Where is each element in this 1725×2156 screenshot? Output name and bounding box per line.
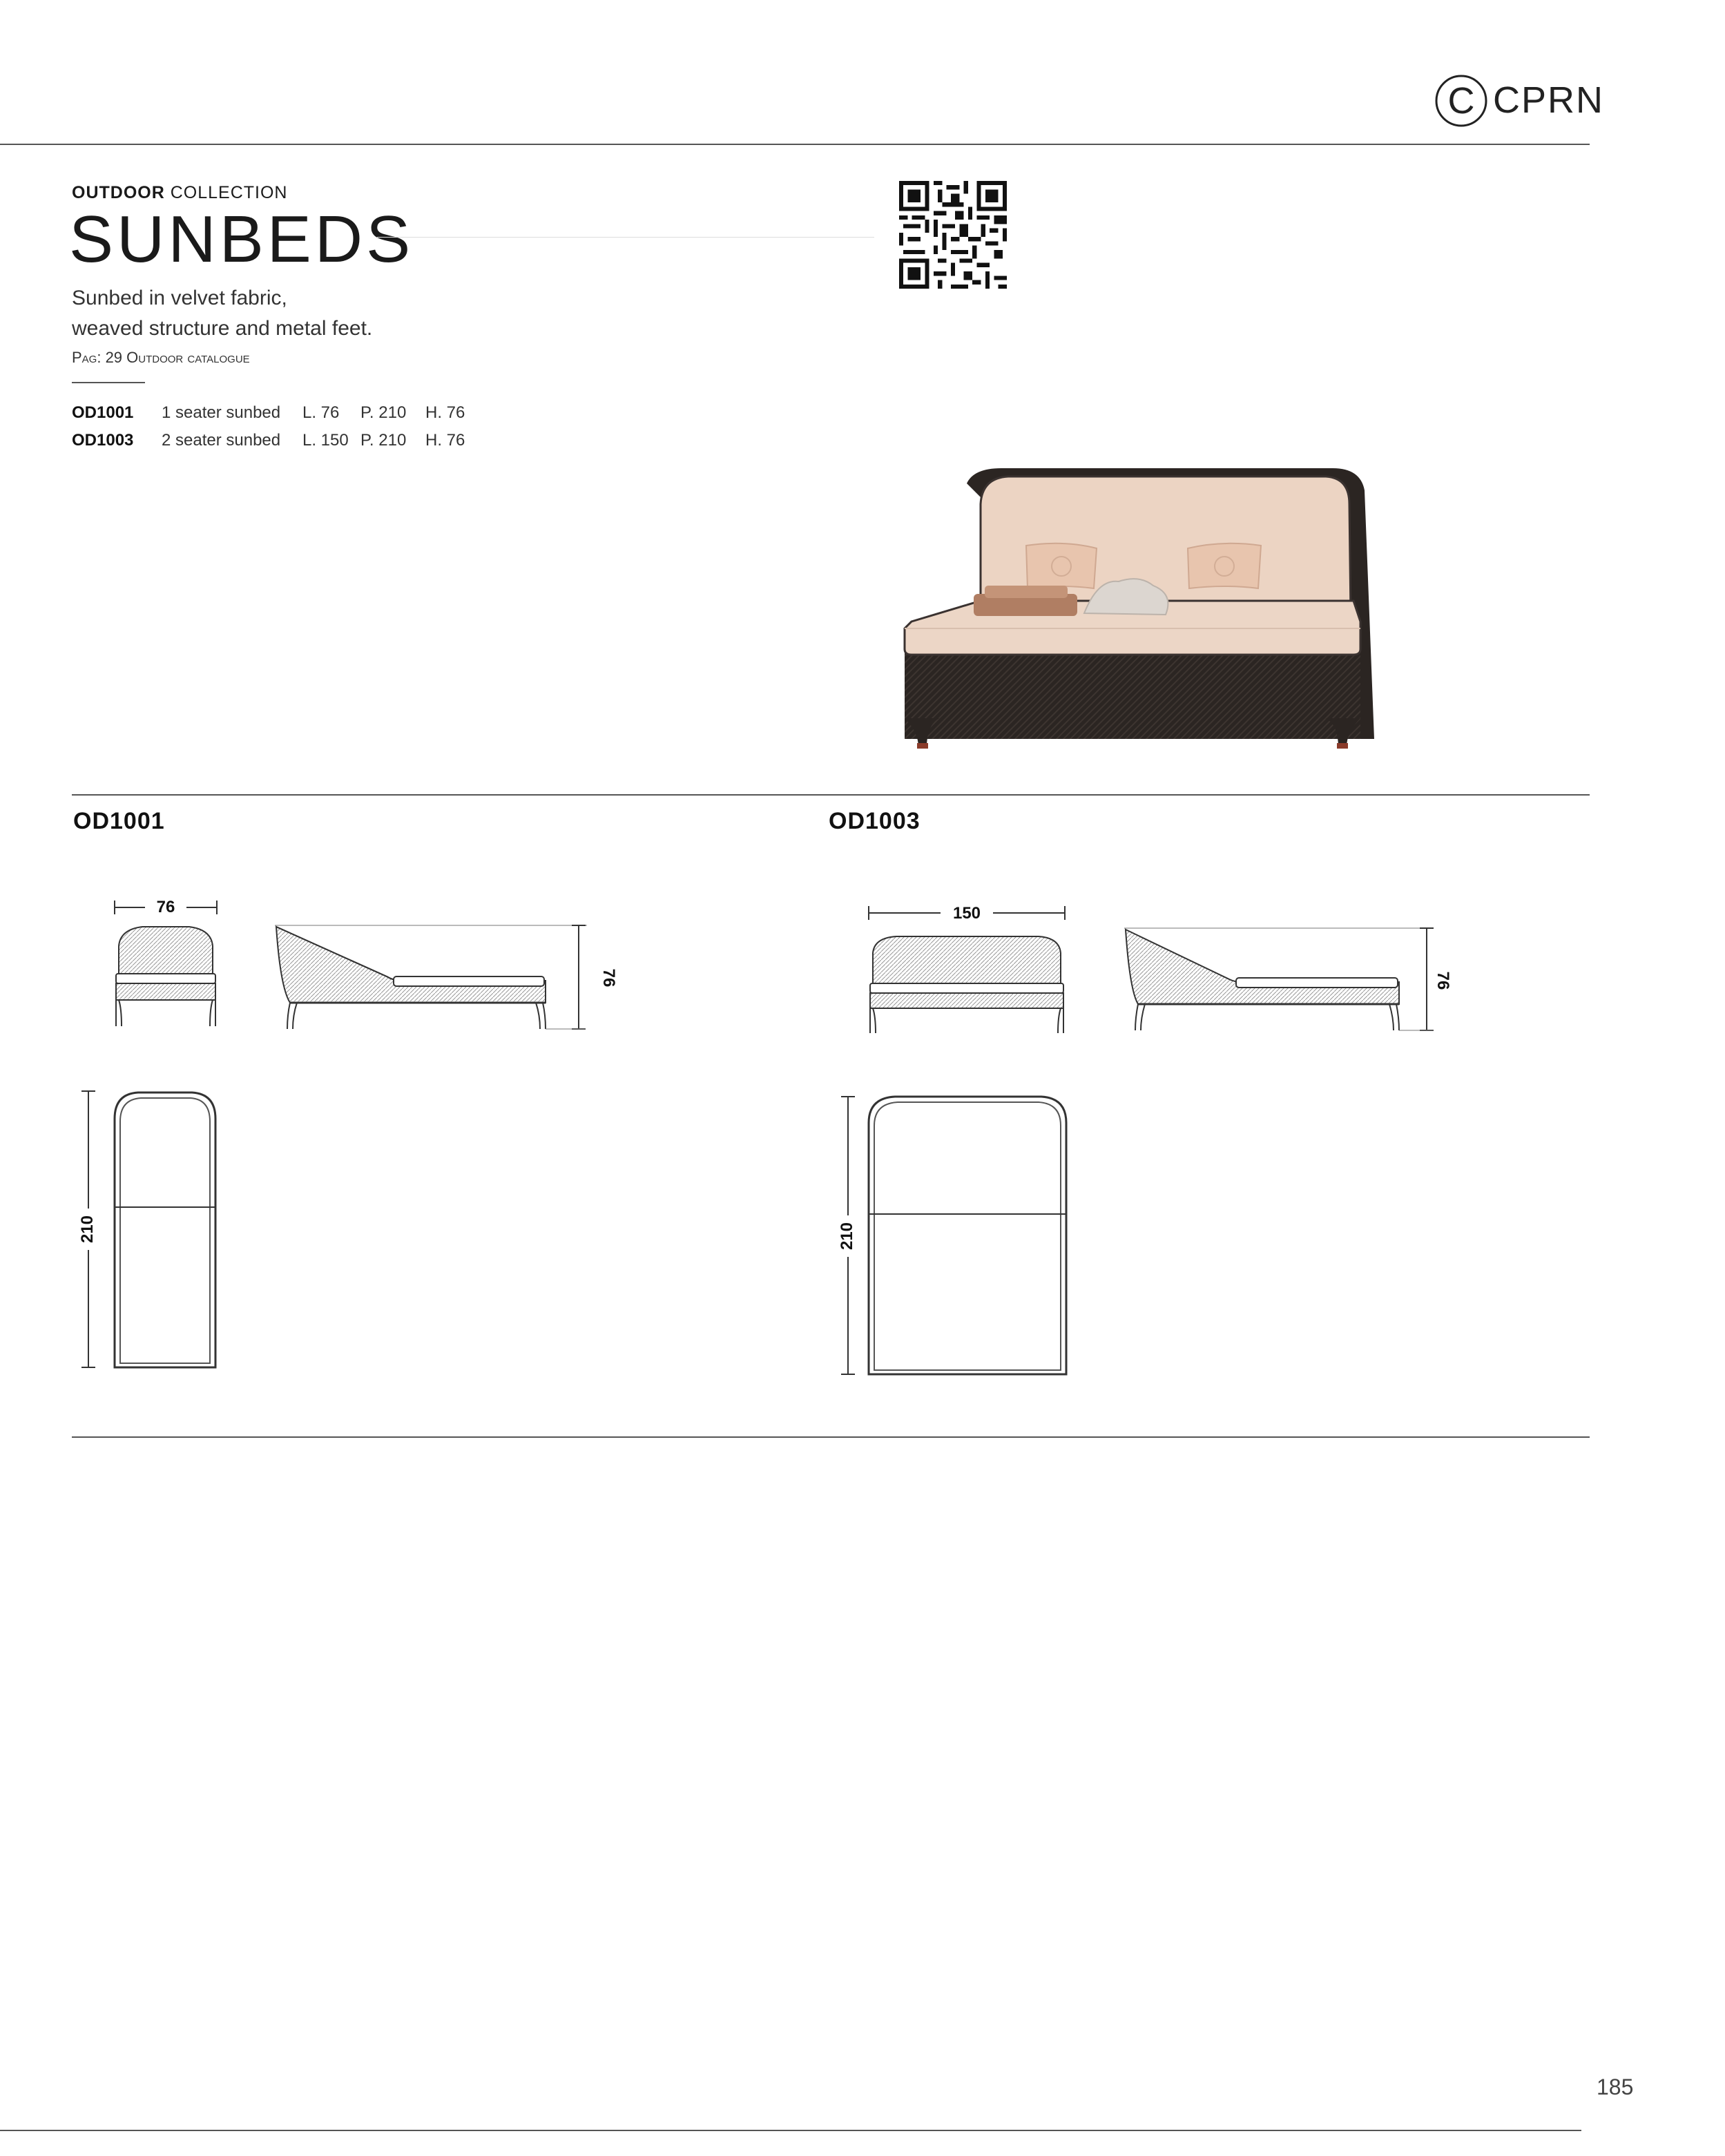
spec-name: 2 seater sunbed bbox=[162, 431, 281, 450]
qr-code-icon[interactable] bbox=[899, 181, 1007, 289]
od1001-width-dim: 76 bbox=[156, 898, 175, 916]
od1001-top-view bbox=[69, 1084, 228, 1374]
od1003-front-view bbox=[856, 898, 1077, 1043]
spec-name: 1 seater sunbed bbox=[162, 403, 281, 422]
spec-depth: P. 210 bbox=[360, 431, 407, 450]
spec-height: H. 76 bbox=[425, 431, 465, 450]
spec-table bbox=[72, 399, 465, 454]
catalogue-reference: Pag: 29 Outdoor catalogue bbox=[72, 349, 250, 366]
spec-code: OD1003 bbox=[72, 431, 134, 450]
od1001-height-dim: 76 bbox=[599, 968, 618, 988]
spec-length: L. 150 bbox=[302, 431, 349, 450]
od1003-side-view bbox=[1119, 921, 1450, 1046]
page-title: SUNBEDS bbox=[69, 202, 414, 276]
spec-row bbox=[72, 399, 465, 427]
od1001-front-view bbox=[104, 891, 228, 1036]
page-number: 185 bbox=[1597, 2075, 1634, 2099]
title-rule bbox=[377, 237, 874, 238]
spec-length: L. 76 bbox=[302, 403, 340, 422]
section-title-od1001: OD1001 bbox=[73, 808, 165, 834]
content-end-divider bbox=[72, 1436, 1590, 1438]
footer-divider bbox=[0, 2130, 1581, 2131]
od1003-top-view bbox=[829, 1091, 1084, 1381]
section-divider bbox=[72, 794, 1590, 796]
spec-code: OD1001 bbox=[72, 403, 134, 422]
section-title-od1003: OD1003 bbox=[829, 808, 921, 834]
spec-depth: P. 210 bbox=[360, 403, 407, 422]
copyright-logo-icon bbox=[1434, 73, 1490, 130]
catalogue-rule bbox=[72, 382, 145, 383]
spec-row bbox=[72, 427, 465, 454]
od1001-depth-dim: 210 bbox=[78, 1215, 97, 1244]
od1003-width-dim: 150 bbox=[952, 904, 981, 923]
header-divider bbox=[0, 144, 1590, 145]
collection-label: OUTDOOR COLLECTION bbox=[72, 183, 288, 202]
od1003-height-dim: 76 bbox=[1434, 971, 1452, 990]
brand-name: CPRN bbox=[1493, 79, 1605, 121]
spec-height: H. 76 bbox=[425, 403, 465, 422]
svg-text:C: C bbox=[1447, 80, 1475, 122]
product-description: Sunbed in velvet fabric, weaved structure and metal feet. bbox=[72, 287, 373, 340]
brand-logo bbox=[1434, 73, 1605, 130]
product-photo bbox=[891, 463, 1374, 753]
od1001-side-view bbox=[269, 918, 618, 1043]
od1003-depth-dim: 210 bbox=[838, 1222, 856, 1251]
